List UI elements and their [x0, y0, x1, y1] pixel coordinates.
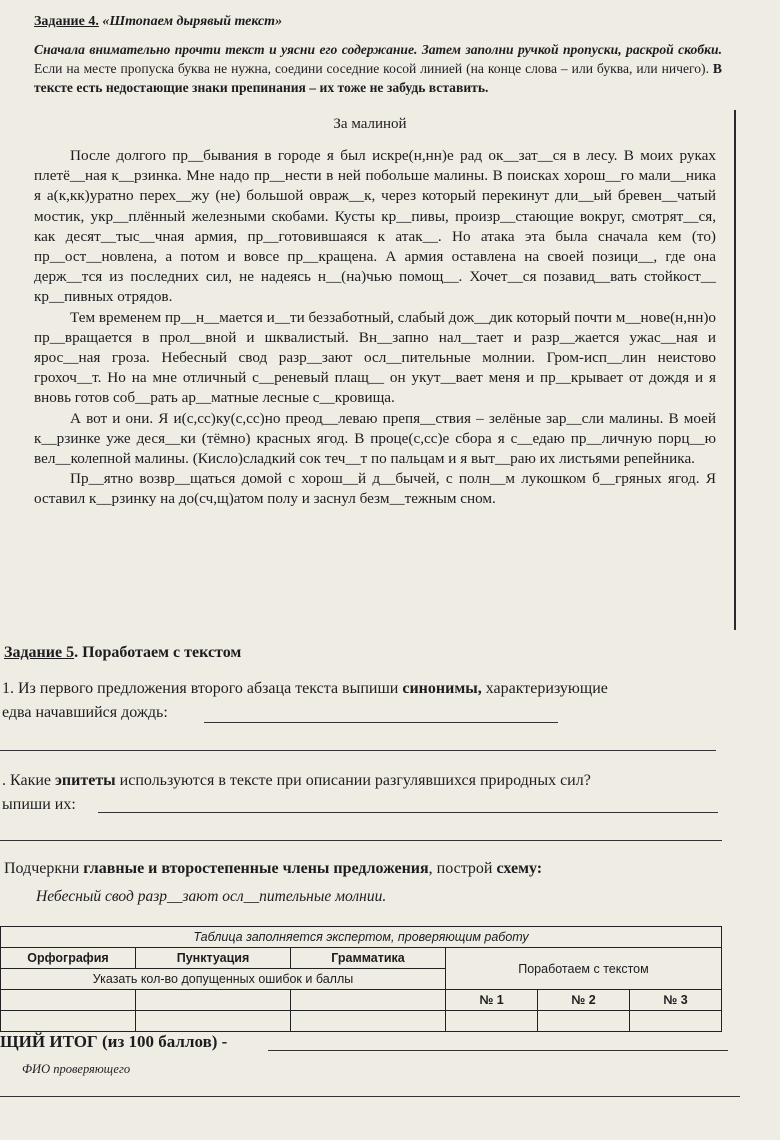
- total-score-line[interactable]: [268, 1050, 728, 1051]
- question-1-line2: едва начавшийся дождь:: [2, 704, 168, 721]
- answer-line-2b[interactable]: [0, 840, 722, 841]
- col-punctuation: Пунктуация: [136, 948, 291, 969]
- score-cell[interactable]: [629, 1011, 721, 1032]
- q2-text-a: . Какие: [2, 772, 55, 789]
- q3-keyword: главные и второстепенные члены предложения: [83, 860, 429, 877]
- total-score-label: ЩИЙ ИТОГ (из 100 баллов) -: [0, 1032, 228, 1051]
- question-2-line2: ыпиши их:: [2, 796, 76, 813]
- task4-label: Задание 4.: [34, 14, 99, 29]
- answer-line-1b[interactable]: [0, 750, 716, 751]
- score-cell[interactable]: [1, 1011, 136, 1032]
- story-title: За малиной: [333, 116, 407, 132]
- score-cell[interactable]: [446, 1011, 538, 1032]
- q2-keyword: эпитеты: [55, 772, 116, 789]
- task4-title: «Штопаем дырявый текст»: [102, 14, 283, 29]
- reviewer-name-label: ФИО проверяющего: [22, 1062, 131, 1076]
- score-punctuation[interactable]: [136, 990, 291, 1011]
- reviewer-name-line[interactable]: [0, 1096, 740, 1097]
- instr-bold-2: В тексте есть недостающие знаки препинания – их тоже не забудь вставить.: [34, 61, 722, 95]
- table-caption: Таблица заполняется экспертом, проверяющим работу: [1, 927, 722, 948]
- task5-label: Задание 5: [4, 644, 75, 661]
- col-text-work: Поработаем с текстом: [446, 948, 722, 990]
- task4-instructions: [34, 40, 722, 97]
- task-n1: № 1: [446, 990, 538, 1011]
- margin-line: [734, 110, 736, 630]
- q3-text-c: , построй: [428, 860, 497, 877]
- instr-bold-1: Сначала внимательно прочти текст и уясни его содержание. Затем заполни ручкой пропуски, раскрой скобки.: [34, 42, 722, 57]
- instr-plain: Если на месте пропуска буква не нужна, соедини соседние косой линией (на конце слова – или буква, или ничего).: [34, 61, 713, 76]
- story-paragraph-1: После долгого пр__бывания в городе я был искре(н,нн)е рад ок__зат__ся в лесу. В моих руках плетё__ная к__рзинка. Мне надо пр__нести в ней побольше малины. В поисках хорош__го мали__ника я а(к,кк)уратно перех__жу (не) большой овраж__к, через который перекинут дли__ый бревен__чатый мостик, укр__плённый железными скобами. Кусты кр__пивы, произр__стающие вокруг, смотрят__ся, как десят__тыс__чная армия, пр__готовившаяся к атак__. Но атака эта была сначала кем (то) пр__ост__новлена, а потом и вовсе пр__кращена. А армия оставлена на своей позици__, где она держ__тся из последних сил, не надеясь н__(на)чью помощ__. Хочет__ся позавид__вать стойкост__ кр__пивных отрядов.: [34, 147, 716, 306]
- score-grammar[interactable]: [291, 990, 446, 1011]
- score-spelling[interactable]: [1, 990, 136, 1011]
- col-spelling: Орфография: [1, 948, 136, 969]
- expert-score-table: [0, 926, 722, 1032]
- q1-text-c: характеризующие: [481, 680, 608, 697]
- question-3: [4, 860, 542, 878]
- task-n2: № 2: [537, 990, 629, 1011]
- task-n3: № 3: [629, 990, 721, 1011]
- errors-hint: Указать кол-во допущенных ошибок и баллы: [1, 969, 446, 990]
- q2-text-c: используются в тексте при описании разгулявшихся природных сил?: [115, 772, 591, 789]
- col-grammar: Грамматика: [291, 948, 446, 969]
- task5-heading: [4, 644, 241, 662]
- q3-text-a: Подчеркни: [4, 860, 84, 877]
- answer-line-2a[interactable]: [98, 812, 718, 813]
- q1-text-a: 1. Из первого предложения второго абзаца текста выпиши: [2, 680, 403, 697]
- question-1: [2, 678, 608, 700]
- q1-keyword: синонимы,: [402, 680, 482, 697]
- score-cell[interactable]: [136, 1011, 291, 1032]
- q3-keyword-2: схему:: [496, 860, 543, 877]
- question-2: [2, 770, 591, 792]
- task4-heading: [34, 14, 282, 30]
- story-paragraph-4: Пр__ятно возвр__щаться домой с хорош__й д__бычей, с полн__м лукошком б__гряных ягод. Я оставил к__рзинку на до(сч,щ)атом полу и заснул безм__тежным сном.: [34, 470, 716, 508]
- story-paragraph-3: А вот и они. Я и(с,сс)ку(с,сс)но преод__леваю препя__ствия – зелёные зар__сли малины. В моей к__рзинке уже деся__ки (тёмно) красных ягод. В проце(с,сс)е сбора я с__едаю пр__личную порц__ю вел__колепной малины. (Кисло)сладкий сок теч__т по пальцам и я выт__раю их листьями репейника.: [34, 409, 716, 468]
- analysis-sentence: Небесный свод разр__зают осл__пительные молнии.: [36, 888, 387, 905]
- task5-title: . Поработаем с текстом: [74, 644, 242, 661]
- score-cell[interactable]: [291, 1011, 446, 1032]
- answer-line-1a[interactable]: [204, 722, 558, 723]
- score-cell[interactable]: [537, 1011, 629, 1032]
- story-paragraph-2: Тем временем пр__н__мается и__ти беззаботный, слабый дож__дик который почти м__нове(н,нн)о пр__вращается в прол__вной и шквалистый. Вн__запно нал__тает и разр__жается ужас__ная и ярос__ная гроза. Небесный свод разр__зают осл__пительные молнии. Гром-исп__лин неистово грохоч__т. Но на мне отличный с__реневый плащ__ он укут__вает меня и пр__крывает от дождя и я вновь готов соб__рать ар__матные лесные с__кровища.: [34, 308, 716, 407]
- story-text: [34, 146, 716, 510]
